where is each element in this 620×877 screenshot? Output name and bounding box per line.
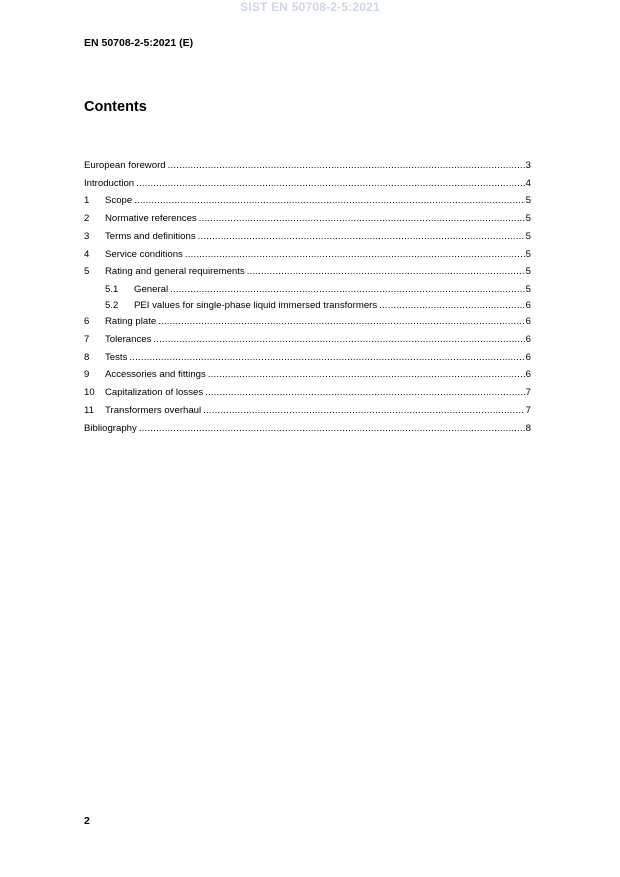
toc-entry-title: PEI values for single-phase liquid immersed transformers: [134, 299, 378, 311]
toc-entry-number: 5.2: [105, 299, 119, 311]
toc-entry-title: Bibliography: [84, 422, 137, 434]
dot-leader: [170, 283, 525, 297]
toc-entry-tolerances[interactable]: [84, 333, 531, 347]
toc-entry-introduction[interactable]: [84, 177, 531, 191]
toc-entry-european-foreword[interactable]: [84, 159, 531, 173]
dot-leader: [168, 159, 525, 173]
toc-entry-page: 5: [525, 230, 531, 242]
toc-entry-page: 7: [525, 387, 531, 399]
dot-leader: [129, 351, 524, 365]
toc-entry-capitalization-of-losses[interactable]: [84, 386, 531, 400]
toc-entry-page: 5: [525, 248, 531, 260]
toc-entry-page: 5: [525, 266, 531, 278]
toc-entry-page: 8: [525, 422, 531, 434]
watermark: SIST EN 50708-2-5:2021: [240, 0, 380, 14]
document-identifier: EN 50708-2-5:2021 (E): [84, 37, 194, 49]
toc-entry-normative-references[interactable]: [84, 212, 531, 226]
dot-leader: [205, 386, 525, 400]
toc-entry-scope[interactable]: [84, 194, 531, 208]
toc-entry-number: 8: [84, 351, 90, 363]
toc-entry-title: Scope: [105, 195, 133, 207]
toc-entry-rating-and-general-requirements[interactable]: [84, 265, 531, 279]
toc-entry-page: 6: [525, 299, 531, 311]
dot-leader: [136, 177, 525, 191]
dot-leader: [379, 299, 525, 313]
dot-leader: [203, 404, 525, 418]
dot-leader: [139, 422, 525, 436]
toc-entry-bibliography[interactable]: [84, 422, 531, 436]
toc-entry-title: European foreword: [84, 160, 166, 171]
toc-entry-number: 6: [84, 316, 90, 328]
dot-leader: [153, 333, 524, 347]
toc-entry-number: 2: [84, 213, 90, 225]
toc-entry-number: 9: [84, 369, 90, 381]
toc-entry-number: 7: [84, 334, 90, 345]
toc-entry-title: Capitalization of losses: [105, 387, 204, 399]
toc-entry-number: 5: [84, 266, 90, 278]
toc-entry-tests[interactable]: [84, 351, 531, 365]
toc-entry-title: Terms and definitions: [105, 230, 196, 242]
toc-entry-number: 4: [84, 248, 90, 260]
toc-entry-page: 6: [525, 334, 531, 345]
toc-entry-page: 3: [525, 160, 531, 171]
toc-entry-page: 6: [525, 351, 531, 363]
toc-entry-title: General: [134, 283, 169, 295]
toc-entry-title: Tests: [105, 351, 128, 363]
toc-entry-page: 7: [525, 404, 531, 416]
toc-entry-title: Service conditions: [105, 248, 183, 260]
toc-entry-title: Introduction: [84, 177, 135, 189]
toc-entry-title: Accessories and fittings: [105, 369, 206, 381]
toc-entry-page: 5: [525, 283, 531, 295]
toc-entry-general[interactable]: [84, 283, 531, 297]
toc-entry-number: 5.1: [105, 283, 119, 295]
dot-leader: [185, 248, 525, 262]
toc-entry-title: Rating plate: [105, 316, 157, 328]
page-number: 2: [84, 815, 90, 827]
toc-entry-title: Transformers overhaul: [105, 404, 202, 416]
toc-entry-number: 11: [84, 404, 94, 416]
toc-entry-number: 3: [84, 230, 90, 242]
dot-leader: [134, 194, 524, 208]
toc-entry-transformers-overhaul[interactable]: [84, 404, 531, 418]
dot-leader: [208, 368, 525, 382]
toc-entry-page: 6: [525, 316, 531, 328]
dot-leader: [247, 265, 525, 279]
dot-leader: [199, 212, 525, 226]
toc-entry-page: 6: [525, 369, 531, 381]
toc-entry-terms-and-definitions[interactable]: [84, 230, 531, 244]
dot-leader: [158, 315, 524, 329]
toc-entry-pei-values[interactable]: [84, 299, 531, 313]
toc-entry-page: 5: [525, 213, 531, 225]
toc-entry-title: Tolerances: [105, 334, 152, 345]
toc-entry-title: Normative references: [105, 213, 197, 225]
dot-leader: [198, 230, 525, 244]
toc-entry-title: Rating and general requirements: [105, 266, 245, 278]
toc-entry-number: 1: [84, 195, 90, 207]
toc-entry-page: 4: [525, 177, 531, 189]
toc-entry-number: 10: [84, 387, 95, 399]
toc-entry-accessories-and-fittings[interactable]: [84, 368, 531, 382]
toc-entry-service-conditions[interactable]: [84, 248, 531, 262]
toc-entry-rating-plate[interactable]: [84, 315, 531, 329]
page-title: Contents: [84, 99, 147, 115]
toc-entry-page: 5: [525, 195, 531, 207]
